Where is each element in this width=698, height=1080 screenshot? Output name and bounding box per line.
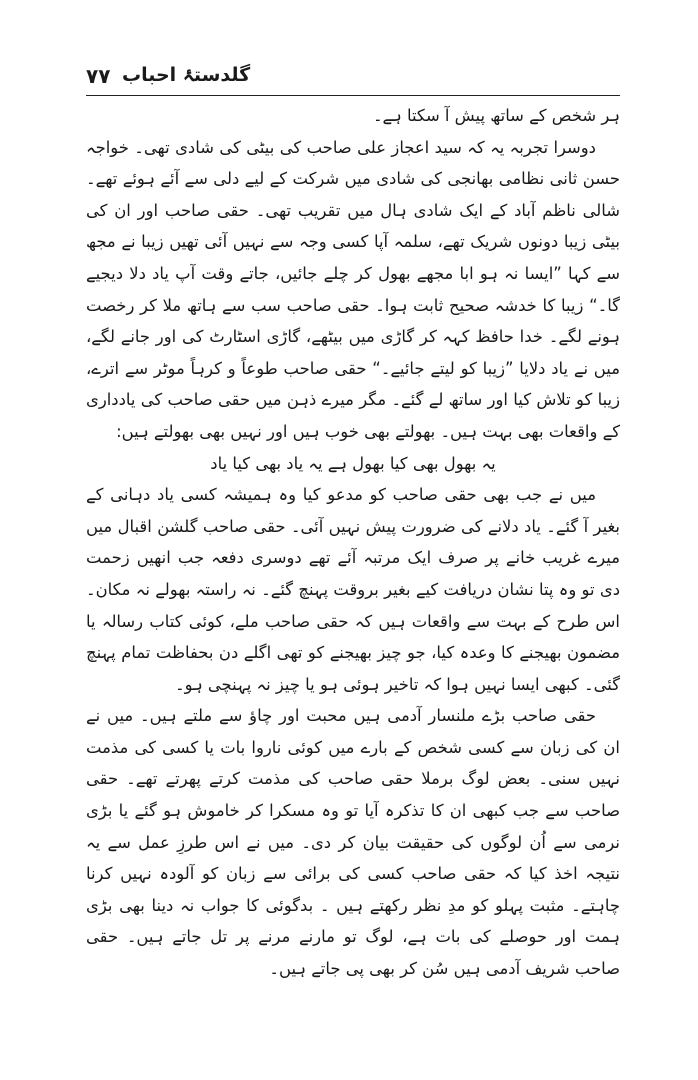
header-divider	[86, 95, 620, 96]
page-number: ۷۷	[86, 64, 111, 88]
paragraph-memory-anecdotes: میں نے جب بھی حقی صاحب کو مدعو کیا وہ ہمیشہ کسی یاد دہانی کے بغیر آ گئے۔ یاد دلانے کی ضرورت پیش نہیں آئی۔ حقی صاحب گلشن اقبال میں میرے غریب خانے پر صرف ایک مرتبہ آئے تھے دوسری دفعہ جب انھیں زحمت دی تو وہ پتا نشان دریافت کیے بغیر بروقت پہنچ گئے۔ نہ راستہ بھولے نہ مکان۔ اس طرح کے بہت سے واقعات ہیں کہ حقی صاحب ملے، کوئی کتاب رسالہ یا مضمون بھیجنے کا وعدہ کیا، جو چیز بھیجنے کو تھی اگلے دن بحفاظت تمام پہنچ گئی۔ کبھی ایسا نہیں ہوا کہ تاخیر ہوئی ہو یا چیز نہ پہنچی ہو۔	[86, 485, 620, 694]
paragraph-continuation: ہر شخص کے ساتھ پیش آ سکتا ہے۔	[372, 106, 620, 125]
paragraph-character: حقی صاحب بڑے ملنسار آدمی ہیں محبت اور چاؤ سے ملتے ہیں۔ میں نے ان کی زبان سے کسی شخص کے بارے میں کوئی ناروا بات یا کسی کی مذمت نہیں سنی۔ بعض لوگ برملا حقی صاحب کی مذمت کرتے پھرتے تھے۔ حقی صاحب سے جب کبھی ان کا تذکرہ آیا تو وہ مسکرا کر خاموش ہو گئے یا بڑی نرمی سے اُن لوگوں کی حقیقت بیان کر دی۔ میں نے اس طرزِ عمل سے یہ نتیجہ اخذ کیا کہ حقی صاحب کسی کی برائی سے زبان کو آلودہ نہیں کرنا چاہتے۔ مثبت پہلو کو مدِ نظر رکھتے ہیں ۔ بدگوئی کا جواب نہ دینا بھی بڑی ہمت اور حوصلے کی بات ہے، لوگ تو مارنے مرنے پر تل جاتے ہیں۔ حقی صاحب شریف آدمی ہیں سُن کر بھی پی جاتے ہیں۔	[86, 706, 620, 979]
running-title: گلدستۂ احباب	[122, 64, 251, 86]
paragraph-wedding-anecdote: دوسرا تجربہ یہ کہ سید اعجاز علی صاحب کی بیٹی کی شادی تھی۔ خواجہ حسن ثانی نظامی بھانجی کی شادی میں شرکت کے لیے دلی سے آئے ہوئے تھے۔ شالی ناظم آباد کے ایک شادی ہال میں تقریب تھی۔ حقی صاحب اور ان کی بیٹی زیبا دونوں شریک تھے، سلمہ آپا کسی وجہ سے نہیں آئی تھیں زیبا نے مجھ سے کہا ”ایسا نہ ہو ابا مجھے بھول کر چلے جائیں، جاتے وقت آپ یاد دلا دیجیے گا۔“ زیبا کا خدشہ صحیح ثابت ہوا۔ حقی صاحب سب سے ہاتھ ملا کر رخصت ہونے لگے۔ خدا حافظ کہہ کر گاڑی میں بیٹھے، گاڑی اسٹارٹ کی اور جانے لگے، میں نے یاد دلایا ”زیبا کو لیتے جائیے۔“ حقی صاحب طوعاً و کرہاً موٹر سے اترے، زیبا کو تلاش کیا اور ساتھ لے گئے۔ مگر میرے ذہن میں حقی صاحب کی یادداری کے واقعات بھی بہت ہیں۔ بھولتے بھی خوب ہیں اور نہیں بھی بھولتے ہیں:	[86, 137, 620, 441]
page-body	[86, 100, 620, 985]
page-header	[86, 62, 620, 92]
verse-line: یہ بھول بھی کیا بھول ہے یہ یاد بھی کیا یاد	[210, 453, 496, 473]
